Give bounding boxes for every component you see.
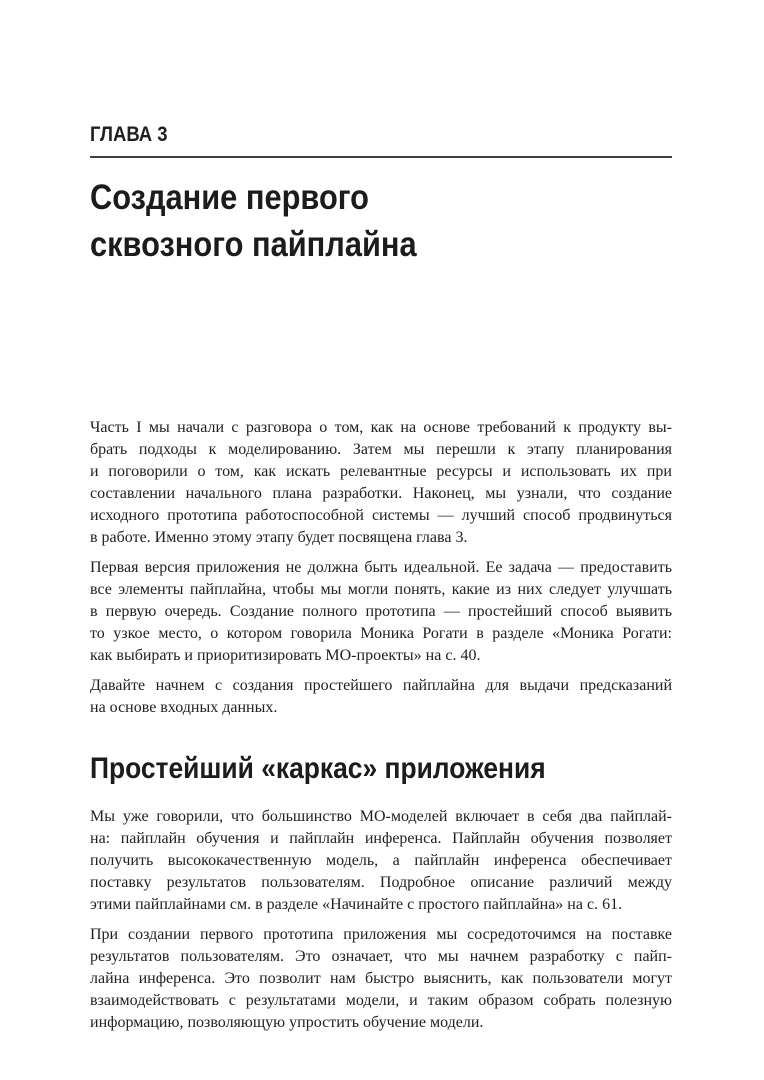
paragraph-line: то узкое место, о котором говорила Моника Рогати в разделе «Моника Рогати: [90, 625, 672, 642]
paragraph-line: исходного прототипа работоспособной системы — лучший способ продвинуться [90, 507, 672, 524]
paragraph-line: в первую очередь. Создание полного прототипа — простейший способ выявить [90, 603, 672, 620]
paragraph-line: все элементы пайплайна, чтобы мы могли понять, какие из них следует улучшать [90, 581, 672, 598]
paragraph [90, 417, 672, 549]
paragraph-line: поставку результатов пользователям. Подробное описание различий между [90, 874, 672, 891]
chapter-label [90, 124, 672, 146]
chapter-rule-divider [90, 156, 672, 158]
paragraph [90, 806, 672, 916]
chapter-title-line-1: Создание первого [90, 178, 370, 217]
paragraph [90, 924, 672, 1034]
paragraph-line: информацию, позволяющую упростить обучение модели. [90, 1014, 484, 1031]
paragraph-line: на: пайплайн обучения и пайплайн инференса. Пайплайн обучения позволяет [90, 830, 672, 847]
chapter-label-text: ГЛАВА 3 [90, 123, 168, 146]
paragraph-line: При создании первого прототипа приложения мы сосредоточимся на поставке [90, 926, 672, 943]
paragraph [90, 557, 672, 667]
paragraph-line: и поговорили о том, как искать релевантные ресурсы и использовать их при [90, 463, 672, 480]
paragraph-line: составлении начального плана разработки. Наконец, мы узнали, что создание [90, 485, 672, 502]
paragraph-line: этими пайплайнами см. в разделе «Начинайте с простого пайплайна» на с. 61. [90, 896, 623, 913]
paragraph-line: Давайте начнем с создания простейшего пайплайна для выдачи предсказаний [90, 677, 672, 694]
paragraph-line: Мы уже говорили, что большинство МО-моделей включает в себя два пайплай- [90, 808, 672, 825]
section-heading-text: Простейший «каркас» приложения [90, 752, 546, 785]
paragraph-line: на основе входных данных. [90, 699, 278, 716]
section-heading [90, 753, 672, 785]
paragraph [90, 675, 672, 719]
chapter-title [90, 174, 672, 268]
paragraph-line: как выбирать и приоритизировать МО-проекты» на с. 40. [90, 647, 481, 664]
paragraph-line: Часть I мы начали с разговора о том, как на основе требований к продукту вы- [90, 419, 672, 436]
paragraph-line: взаимодействовать с результатами модели, и таким образом собрать полезную [90, 992, 672, 1009]
section-paragraphs [90, 806, 672, 1034]
paragraph-line: результатов пользователям. Это означает, что мы начнем разработку с пайп- [90, 948, 672, 965]
paragraph-line: получить высококачественную модель, а пайплайн инференса обеспечивает [90, 852, 672, 869]
paragraph-line: лайна инференса. Это позволит нам быстро выяснить, как пользователи могут [90, 970, 672, 987]
paragraph-line: в работе. Именно этому этапу будет посвящена глава 3. [90, 529, 468, 546]
page-content [90, 124, 672, 1042]
paragraph-line: брать подходы к моделированию. Затем мы перешли к этапу планирования [90, 441, 672, 458]
chapter-title-line-2: сквозного пайплайна [90, 225, 417, 264]
paragraph-line: Первая версия приложения не должна быть идеальной. Ее задача — предоставить [90, 559, 672, 576]
intro-paragraphs [90, 417, 672, 719]
